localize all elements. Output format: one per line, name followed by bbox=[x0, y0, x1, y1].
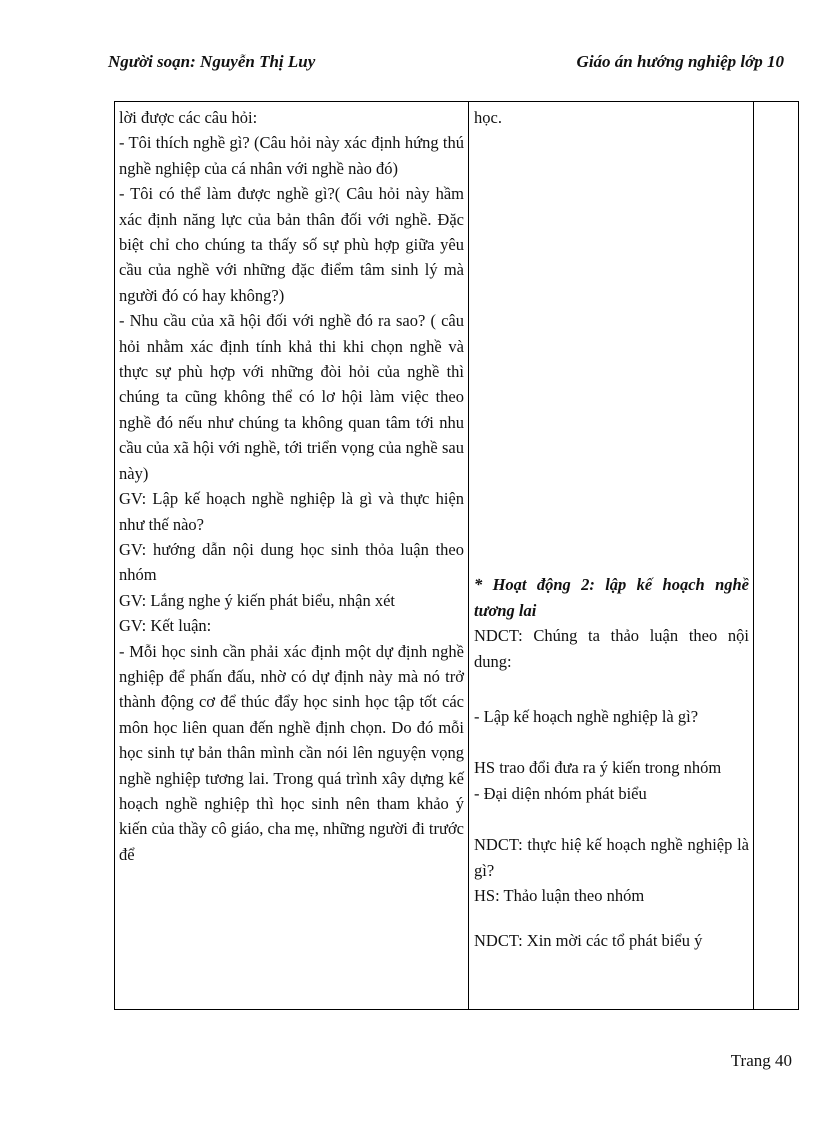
activity-title: * Hoạt động 2: lập kế hoạch nghề tương lai bbox=[474, 575, 749, 620]
spacer bbox=[474, 806, 749, 832]
spacer bbox=[474, 674, 749, 704]
spacer bbox=[474, 130, 749, 572]
paragraph: NDCT: Xin mời các tổ phát biểu ý bbox=[474, 931, 703, 951]
paragraph: GV: hướng dẫn nội dung học sinh thỏa luận theo nhóm bbox=[119, 539, 464, 585]
paragraph: - Tôi thích nghề gì? (Câu hỏi này xác định hứng thú nghề nghiệp của cá nhân với nghề nào đó) bbox=[119, 133, 464, 178]
paragraph: - Nhu cầu của xã hội đối với nghề đó ra sao? ( câu hỏi nhằm xác định tính khả thi khi chọn nghề và thực sự phù hợp với những đòi hỏi của nghề thì chúng ta cũng không thể có lơ hội làm việc theo nghề đó nếu như chúng ta không quan tâm tới nhu cầu của xã hội với nghề, tới triển vọng của nghề sau này) bbox=[119, 311, 464, 483]
page-header bbox=[108, 52, 784, 78]
header-author: Người soạn: Nguyễn Thị Luy bbox=[108, 52, 316, 71]
page-number: Trang 40 bbox=[730, 1051, 792, 1070]
paragraph: HS: Thảo luận theo nhóm bbox=[474, 886, 645, 906]
content-cell bbox=[468, 102, 753, 1009]
paragraph: - Tôi có thể làm được nghề gì?( Câu hỏi này hầm xác định năng lực của bản thân đối với nghề. Đặc biệt chỉ cho chúng ta thấy số sự phù hợp giữa yêu cầu của nghề với những đặc điểm tâm sinh lý mà người đó có hay không?) bbox=[119, 184, 464, 305]
paragraph: GV: Kết luận: bbox=[119, 616, 212, 636]
paragraph: - Đại diện nhóm phát biểu bbox=[474, 783, 647, 803]
paragraph: GV: Lắng nghe ý kiến phát biểu, nhận xét bbox=[119, 590, 395, 610]
paragraph: HS trao đổi đưa ra ý kiến trong nhóm bbox=[474, 758, 722, 778]
paragraph: - Lập kế hoạch nghề nghiệp là gì? bbox=[474, 707, 699, 727]
paragraph: GV: Lập kế hoạch nghề nghiệp là gì và thực hiện như thế nào? bbox=[119, 489, 464, 534]
notes-cell bbox=[753, 102, 798, 1009]
paragraph: NDCT: thực hiệ kế hoạch nghề nghiệp là gì? bbox=[474, 835, 749, 880]
teacher-activity-cell bbox=[115, 102, 468, 1009]
spacer bbox=[474, 908, 749, 928]
paragraph: - Mỗi học sinh cần phải xác định một dự định nghề nghiệp để phấn đấu, nhờ có dự định này mà nó trở thành động cơ để thúc đẩy học sinh học tập tốt các môn học liên quan đến nghề định chọn. Do đó mỗi học sinh tự bản thân mình cần nói lên nguyện vọng nghề nghiệp tương lai. Trong quá trình xây dựng kế hoạch nghề nghiệp thì học sinh nên tham khảo ý kiến của thầy cô giáo, cha mẹ, những người đi trước để bbox=[119, 641, 464, 864]
paragraph: học. bbox=[474, 108, 502, 127]
paragraph: lời được các câu hỏi: bbox=[119, 108, 258, 127]
spacer bbox=[474, 729, 749, 755]
paragraph: NDCT: Chúng ta thảo luận theo nội dung: bbox=[474, 626, 749, 671]
lesson-table bbox=[114, 101, 799, 1010]
header-title: Giáo án hướng nghiệp lớp 10 bbox=[576, 52, 784, 71]
